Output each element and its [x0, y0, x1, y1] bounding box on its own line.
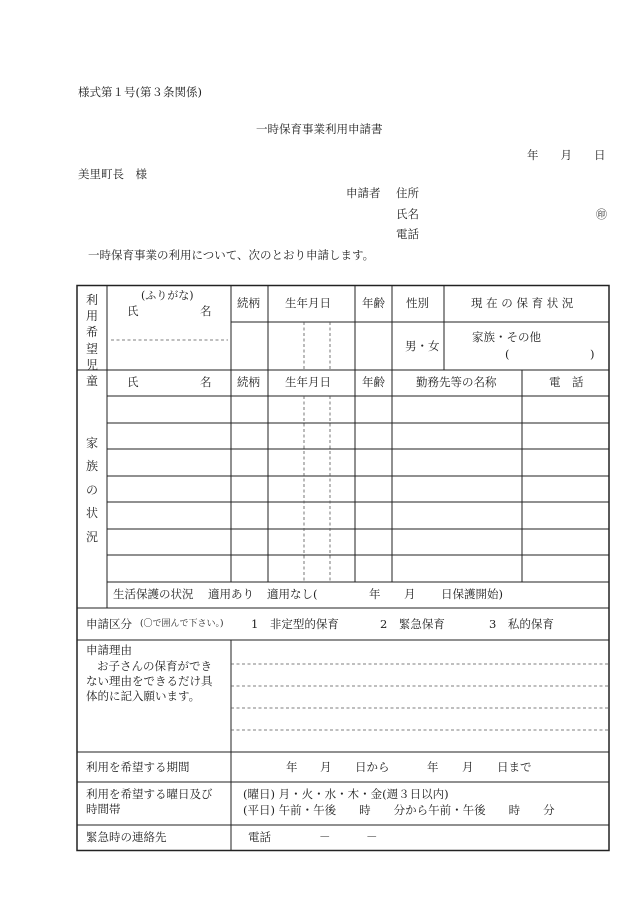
family-section-label: 家 族 の 状 況: [85, 436, 98, 544]
schedule-label-line-1: 利用を希望する曜日及び: [86, 787, 213, 801]
category-option-2[interactable]: 2 緊急保育: [380, 617, 445, 631]
family-name-label-b: 名: [200, 375, 212, 389]
family-birthdate-header: 生年月日: [285, 375, 331, 389]
welfare-label: 生活保護の状況: [113, 587, 194, 601]
emergency-label: 緊急時の連絡先: [86, 830, 167, 844]
child-section-label: 利 用 希 望 児 童: [85, 293, 98, 388]
furigana-label: (ふりがな): [141, 289, 194, 302]
welfare-month-label: 月: [404, 587, 416, 601]
period-to-day: 日まで: [497, 760, 532, 774]
applicant-name-label: 氏名: [396, 207, 419, 221]
period-from-year: 年: [286, 760, 298, 774]
date-day-label: 日: [594, 148, 606, 162]
child-birthdate-header: 生年月日: [285, 296, 331, 310]
family-age-header: 年齢: [362, 375, 385, 389]
welfare-day-label: 日保護開始): [441, 587, 503, 601]
child-age-header: 年齢: [362, 296, 385, 310]
form-number: 様式第１号(第３条関係): [78, 85, 202, 99]
welfare-yes-option[interactable]: 適用あり: [208, 587, 254, 601]
child-name-label-a: 氏: [127, 304, 139, 318]
reason-help-line-3: 体的に記入願います。: [86, 689, 201, 703]
schedule-label-line-2: 時間帯: [86, 802, 121, 816]
childcare-status-options[interactable]: 家族・その他: [472, 330, 541, 344]
sex-options[interactable]: 男・女: [405, 339, 440, 353]
family-phone-header: 電 話: [549, 375, 584, 389]
period-to-month: 月: [462, 760, 474, 774]
emergency-phone-dash-2: －: [366, 830, 378, 844]
welfare-no-option[interactable]: 適用なし(: [267, 587, 318, 601]
childcare-status-header: 現 在 の 保 育 状 況: [471, 296, 574, 310]
reason-help-line-1: お子さんの保育ができ: [97, 659, 212, 673]
date-year-label: 年: [527, 148, 539, 162]
family-workplace-header: 勤務先等の名称: [416, 375, 497, 389]
schedule-time-options[interactable]: (平日) 午前・午後 時 分から午前・午後 時 分: [243, 803, 555, 817]
category-label: 申請区分: [86, 617, 132, 631]
intro-sentence: 一時保育事業の利用について、次のとおり申請します。: [88, 248, 375, 262]
seal-mark: ㊞: [596, 208, 607, 221]
period-to-year: 年: [427, 760, 439, 774]
reason-help-line-2: ない理由をできるだけ具: [86, 674, 213, 688]
family-relation-header: 続柄: [237, 375, 260, 389]
period-label: 利用を希望する期間: [86, 760, 190, 774]
applicant-address-label: 住所: [396, 186, 419, 200]
reason-label: 申請理由: [86, 643, 132, 657]
welfare-year-label: 年: [369, 587, 381, 601]
applicant-label: 申請者: [346, 186, 381, 200]
status-paren-close: ): [590, 347, 595, 361]
period-from-day: 日から: [355, 760, 390, 774]
category-option-3[interactable]: 3 私的保育: [489, 617, 554, 631]
period-from-month: 月: [320, 760, 332, 774]
child-relation-header: 続柄: [237, 296, 260, 310]
category-option-1[interactable]: 1 非定型的保育: [251, 617, 339, 631]
child-sex-header: 性別: [406, 296, 429, 310]
category-note: (〇で囲んで下さい。): [140, 619, 224, 629]
addressee: 美里町長 様: [78, 167, 147, 181]
date-month-label: 月: [560, 148, 572, 162]
document-title: 一時保育事業利用申請書: [256, 122, 383, 136]
family-name-label-a: 氏: [127, 375, 139, 389]
applicant-phone-label: 電話: [396, 227, 419, 241]
child-name-label-b: 名: [200, 304, 212, 318]
schedule-weekday-options[interactable]: (曜日) 月・火・水・木・金(週３日以内): [243, 787, 449, 801]
emergency-phone-dash-1: －: [319, 830, 331, 844]
emergency-phone-label: 電話: [248, 830, 271, 844]
status-paren-open: (: [505, 347, 510, 361]
